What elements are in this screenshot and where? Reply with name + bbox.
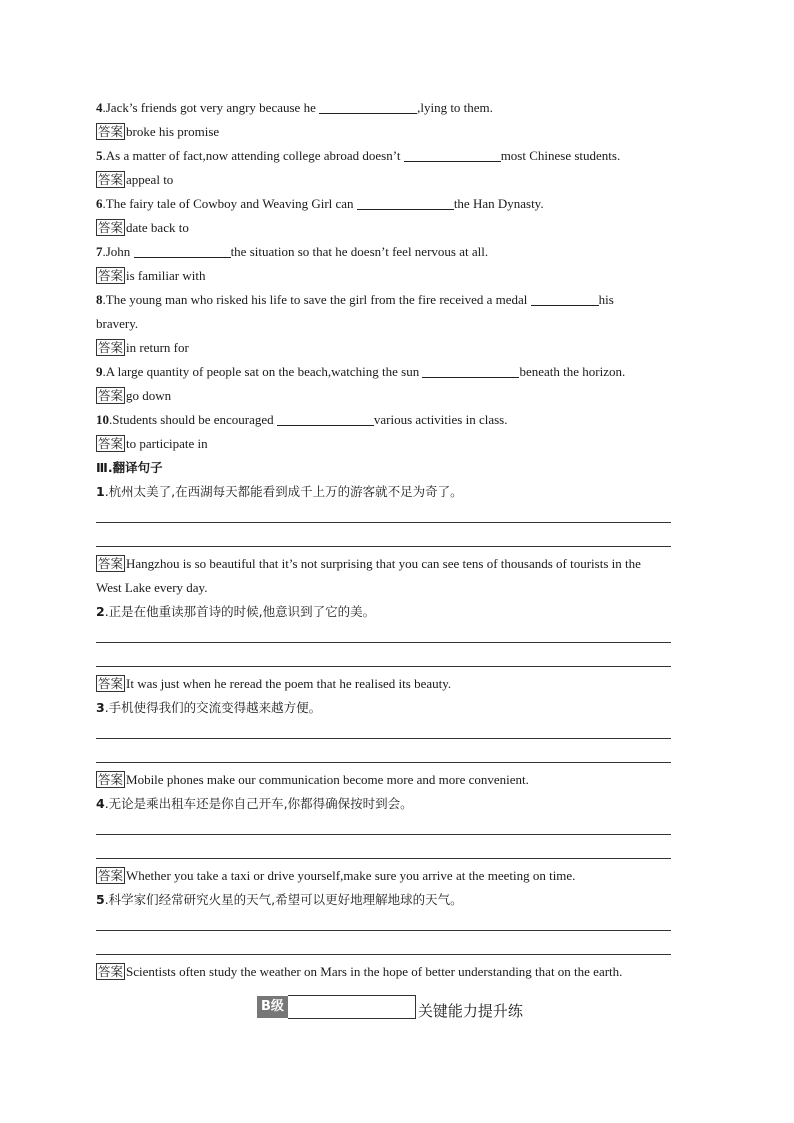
answer-line: [96, 546, 671, 547]
level-box: [288, 995, 416, 1019]
answer-line: [96, 858, 671, 859]
answer-6: 答案 date back to: [98, 220, 189, 235]
translation-answer-3: 答案 Mobile phones make our communication become more and more convenient.: [98, 772, 529, 787]
translation-prompt-3: 3.手机使得我们的交流变得越来越方便。: [96, 700, 322, 715]
blank: [357, 197, 454, 210]
answer-tag: 答案: [98, 868, 124, 883]
answer-tag: 答案: [98, 964, 124, 979]
answer-tag: 答案: [98, 772, 124, 787]
blank: [531, 293, 599, 306]
question-7: 7.John the situation so that he doesn’t feel nervous at all.: [96, 244, 489, 259]
translation-answer-4: 答案 Whether you take a taxi or drive yourself,make sure you arrive at the meeting on time.: [98, 868, 576, 883]
answer-tag: 答案: [98, 676, 124, 691]
blank: [134, 245, 231, 258]
answer-line: [96, 666, 671, 667]
section-title: Ⅲ.翻译句子: [96, 460, 163, 475]
answer-8: 答案 in return for: [98, 340, 189, 355]
question-5: 5.As a matter of fact,now attending college abroad doesn’t most Chinese students.: [96, 148, 621, 163]
question-8-cont: bravery.: [96, 316, 139, 331]
translation-answer-5: 答案 Scientists often study the weather on Mars in the hope of better understanding that on the earth.: [98, 964, 623, 979]
translation-prompt-5: 5.科学家们经常研究火星的天气,希望可以更好地理解地球的天气。: [96, 892, 463, 907]
answer-7: 答案 is familiar with: [98, 268, 206, 283]
question-8: 8.The young man who risked his life to save the girl from the fire received a medal his: [96, 292, 614, 307]
translation-answer-1-cont: West Lake every day.: [96, 580, 208, 595]
question-6: 6.The fairy tale of Cowboy and Weaving Girl can the Han Dynasty.: [96, 196, 544, 211]
answer-9: 答案 go down: [98, 388, 172, 403]
question-4: 4.Jack’s friends got very angry because he ,lying to them.: [96, 100, 493, 115]
blank: [277, 413, 374, 426]
answer-tag: 答案: [98, 340, 124, 355]
answer-line: [96, 762, 671, 763]
answer-tag: 答案: [98, 436, 124, 451]
translation-prompt-1: 1.杭州太美了,在西湖每天都能看到成千上万的游客就不足为奇了。: [96, 484, 463, 499]
answer-10: 答案 to participate in: [98, 436, 208, 451]
translation-prompt-2: 2.正是在他重读那首诗的时候,他意识到了它的美。: [96, 604, 376, 619]
translation-prompt-4: 4.无论是乘出租车还是你自己开车,你都得确保按时到会。: [96, 796, 413, 811]
answer-line: [96, 954, 671, 955]
question-9: 9.A large quantity of people sat on the beach,watching the sun beneath the horizon.: [96, 364, 626, 379]
blank: [404, 149, 501, 162]
blank: [422, 365, 519, 378]
answer-line: [96, 930, 671, 931]
translation-answer-2: 答案 It was just when he reread the poem that he realised its beauty.: [98, 676, 452, 691]
question-10: 10.Students should be encouraged various activities in class.: [96, 412, 508, 427]
answer-line: [96, 738, 671, 739]
answer-line: [96, 834, 671, 835]
answer-line: [96, 522, 671, 523]
answer-tag: 答案: [98, 556, 124, 571]
answer-tag: 答案: [98, 388, 124, 403]
level-badge: B级: [257, 996, 288, 1018]
translation-answer-1: 答案 Hangzhou is so beautiful that it’s not surprising that you can see tens of thousands of tourists in the: [98, 556, 641, 571]
answer-line: [96, 642, 671, 643]
answer-4: 答案 broke his promise: [98, 124, 220, 139]
answer-tag: 答案: [98, 268, 124, 283]
level-banner: [257, 992, 523, 1021]
answer-5: 答案 appeal to: [98, 172, 174, 187]
blank: [319, 101, 417, 114]
answer-tag: 答案: [98, 124, 124, 139]
level-label: 关键能力提升练: [417, 1002, 523, 1020]
answer-tag: 答案: [98, 220, 124, 235]
answer-tag: 答案: [98, 172, 124, 187]
